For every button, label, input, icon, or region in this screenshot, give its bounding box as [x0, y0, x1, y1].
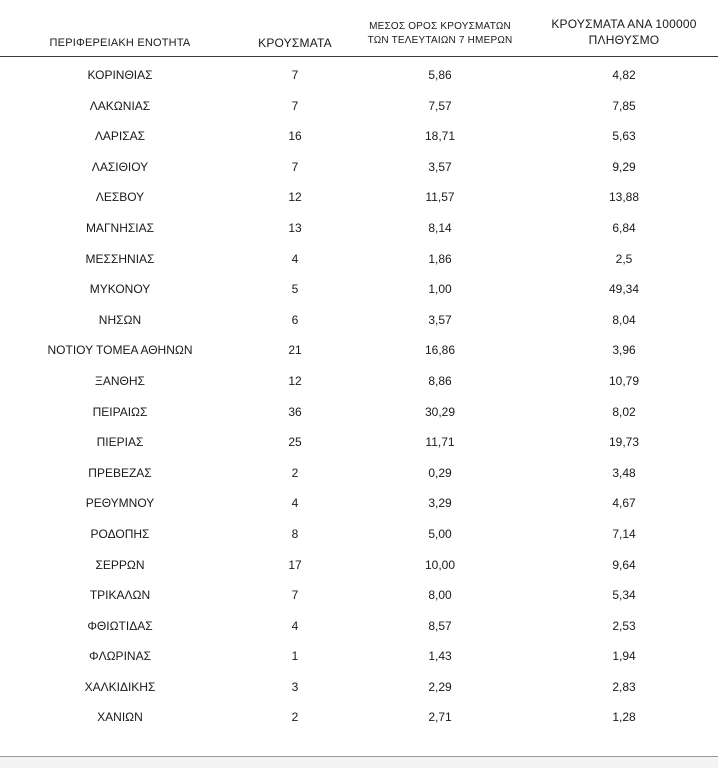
cell-average-7-days: 30,29	[424, 404, 456, 419]
cell-average-7-days: 7,57	[428, 98, 452, 113]
cell-region: ΜΑΓΝΗΣΙΑΣ	[85, 220, 155, 235]
header-divider	[0, 56, 718, 57]
table-row	[0, 213, 718, 244]
cell-cases-per-100k: 4,67	[612, 496, 636, 511]
header-average-line-2: ΤΩΝ ΤΕΛΕΥΤΑΙΩΝ 7 ΗΜΕΡΩΝ	[367, 35, 513, 46]
table-row	[0, 580, 718, 611]
table-row	[0, 152, 718, 183]
cell-average-7-days: 1,43	[428, 649, 452, 664]
header-per100k-line-2: ΠΛΗΘΥΣΜΟ	[588, 33, 660, 47]
header-per100k-line-1: ΚΡΟΥΣΜΑΤΑ ΑΝΑ 100000	[551, 17, 697, 31]
table-row	[0, 244, 718, 275]
cell-average-7-days: 3,57	[428, 312, 452, 327]
cell-cases: 7	[291, 588, 299, 603]
cell-cases-per-100k: 13,88	[608, 190, 640, 205]
cell-cases-per-100k: 7,85	[612, 98, 636, 113]
cell-region: ΛΕΣΒΟΥ	[95, 190, 145, 205]
cell-region: ΚΟΡΙΝΘΙΑΣ	[87, 68, 153, 82]
cell-cases-per-100k: 6,84	[612, 220, 636, 235]
cell-cases-per-100k: 5,63	[612, 129, 636, 144]
cell-cases-per-100k: 2,5	[615, 251, 633, 266]
cell-cases: 12	[288, 373, 302, 388]
table-row	[0, 366, 718, 397]
cell-region: ΝΟΤΙΟΥ ΤΟΜΕΑ ΑΘΗΝΩΝ	[47, 343, 193, 358]
table-row	[0, 91, 718, 122]
table-row	[0, 182, 718, 213]
cell-average-7-days: 10,00	[424, 557, 456, 572]
table-row	[0, 305, 718, 336]
cell-region: ΣΕΡΡΩΝ	[95, 557, 145, 572]
cell-cases-per-100k: 8,02	[612, 404, 636, 419]
cell-cases: 16	[288, 129, 302, 144]
cell-region: ΠΕΙΡΑΙΩΣ	[92, 404, 148, 419]
cell-cases-per-100k: 4,82	[612, 68, 636, 82]
header-region: ΠΕΡΙΦΕΡΕΙΑΚΗ ΕΝΟΤΗΤΑ	[49, 37, 191, 49]
cell-region: ΤΡΙΚΑΛΩΝ	[89, 588, 151, 603]
cell-cases: 12	[288, 190, 302, 205]
cell-cases-per-100k: 2,83	[612, 679, 636, 694]
cell-average-7-days: 5,00	[428, 526, 452, 541]
cell-average-7-days: 11,57	[425, 190, 455, 205]
cell-region: ΛΑΚΩΝΙΑΣ	[89, 98, 151, 113]
cell-region: ΜΕΣΣΗΝΙΑΣ	[85, 251, 155, 266]
cell-cases: 2	[291, 465, 299, 480]
cell-cases: 4	[291, 496, 299, 511]
cell-cases: 21	[288, 343, 302, 358]
cell-cases-per-100k: 3,96	[612, 343, 636, 358]
cell-region: ΞΑΝΘΗΣ	[95, 373, 145, 388]
table-row	[0, 611, 718, 642]
cell-region: ΧΑΝΙΩΝ	[97, 710, 143, 725]
table-header	[0, 0, 718, 56]
cell-cases-per-100k: 5,34	[612, 588, 636, 603]
table-row	[0, 121, 718, 152]
cell-region: ΛΑΡΙΣΑΣ	[94, 129, 146, 144]
cell-cases-per-100k: 10,79	[608, 373, 640, 388]
table-row	[0, 641, 718, 672]
cell-cases-per-100k: 9,29	[612, 159, 636, 174]
cell-cases: 4	[291, 251, 299, 266]
cell-cases-per-100k: 1,94	[612, 649, 636, 664]
cell-cases-per-100k: 8,04	[612, 312, 636, 327]
cell-average-7-days: 8,57	[428, 618, 452, 633]
cell-average-7-days: 8,86	[428, 373, 452, 388]
cell-region: ΝΗΣΩΝ	[98, 312, 142, 327]
table-row	[0, 60, 718, 91]
cell-average-7-days: 16,86	[424, 343, 456, 358]
cell-cases: 25	[288, 435, 302, 450]
header-cases-per-100k	[530, 16, 718, 48]
cell-cases: 6	[291, 312, 299, 327]
cell-cases: 3	[291, 679, 299, 694]
cell-cases-per-100k: 19,73	[608, 435, 640, 450]
cell-average-7-days: 3,29	[428, 496, 452, 511]
cell-cases-per-100k: 49,34	[608, 282, 640, 297]
cell-average-7-days: 2,29	[428, 679, 452, 694]
cell-region: ΜΥΚΟΝΟΥ	[89, 282, 151, 297]
table-row	[0, 274, 718, 305]
cell-average-7-days: 1,86	[428, 251, 452, 266]
cell-cases: 4	[291, 618, 299, 633]
cell-average-7-days: 8,14	[428, 220, 452, 235]
cell-region: ΦΛΩΡΙΝΑΣ	[89, 649, 151, 664]
cell-region: ΡΕΘΥΜΝΟΥ	[85, 496, 155, 511]
table-row	[0, 458, 718, 489]
cell-region: ΛΑΣΙΘΙΟΥ	[91, 159, 149, 174]
cell-average-7-days: 11,71	[425, 435, 455, 450]
cell-cases: 1	[291, 649, 299, 664]
cell-cases: 36	[288, 404, 302, 419]
cell-average-7-days: 5,86	[428, 68, 452, 82]
cell-cases-per-100k: 1,28	[612, 710, 636, 725]
bottom-shade	[0, 757, 718, 768]
cell-cases: 17	[288, 557, 302, 572]
header-average-line-1: ΜΕΣΟΣ ΟΡΟΣ ΚΡΟΥΣΜΑΤΩΝ	[369, 21, 511, 32]
cell-average-7-days: 2,71	[428, 710, 452, 725]
table-body	[0, 60, 718, 733]
cell-average-7-days: 0,29	[428, 465, 452, 480]
table-row	[0, 335, 718, 366]
cell-region: ΧΑΛΚΙΔΙΚΗΣ	[84, 679, 156, 694]
header-cases: ΚΡΟΥΣΜΑΤΑ	[258, 36, 332, 50]
cell-cases-per-100k: 2,53	[612, 618, 636, 633]
cell-cases: 7	[291, 98, 299, 113]
cell-cases-per-100k: 7,14	[612, 526, 636, 541]
table-row	[0, 488, 718, 519]
cell-region: ΠΙΕΡΙΑΣ	[96, 435, 144, 450]
cell-cases: 5	[291, 282, 299, 297]
cell-region: ΦΘΙΩΤΙΔΑΣ	[87, 618, 153, 633]
cell-cases: 8	[291, 526, 299, 541]
cell-region: ΠΡΕΒΕΖΑΣ	[88, 465, 152, 480]
table-row	[0, 702, 718, 733]
table-row	[0, 397, 718, 428]
cell-cases: 2	[291, 710, 299, 725]
header-average-7-days	[350, 20, 530, 48]
table-row	[0, 672, 718, 703]
cell-cases: 7	[291, 68, 299, 82]
table-row	[0, 519, 718, 550]
cell-cases-per-100k: 9,64	[612, 557, 636, 572]
cell-average-7-days: 3,57	[428, 159, 452, 174]
cell-cases: 13	[288, 220, 302, 235]
cell-average-7-days: 8,00	[428, 588, 452, 603]
table-row	[0, 550, 718, 581]
cell-cases: 7	[291, 159, 299, 174]
cell-average-7-days: 1,00	[428, 282, 452, 297]
table-row	[0, 427, 718, 458]
cell-average-7-days: 18,71	[424, 129, 456, 144]
cell-cases-per-100k: 3,48	[612, 465, 636, 480]
cell-region: ΡΟΔΟΠΗΣ	[90, 526, 150, 541]
